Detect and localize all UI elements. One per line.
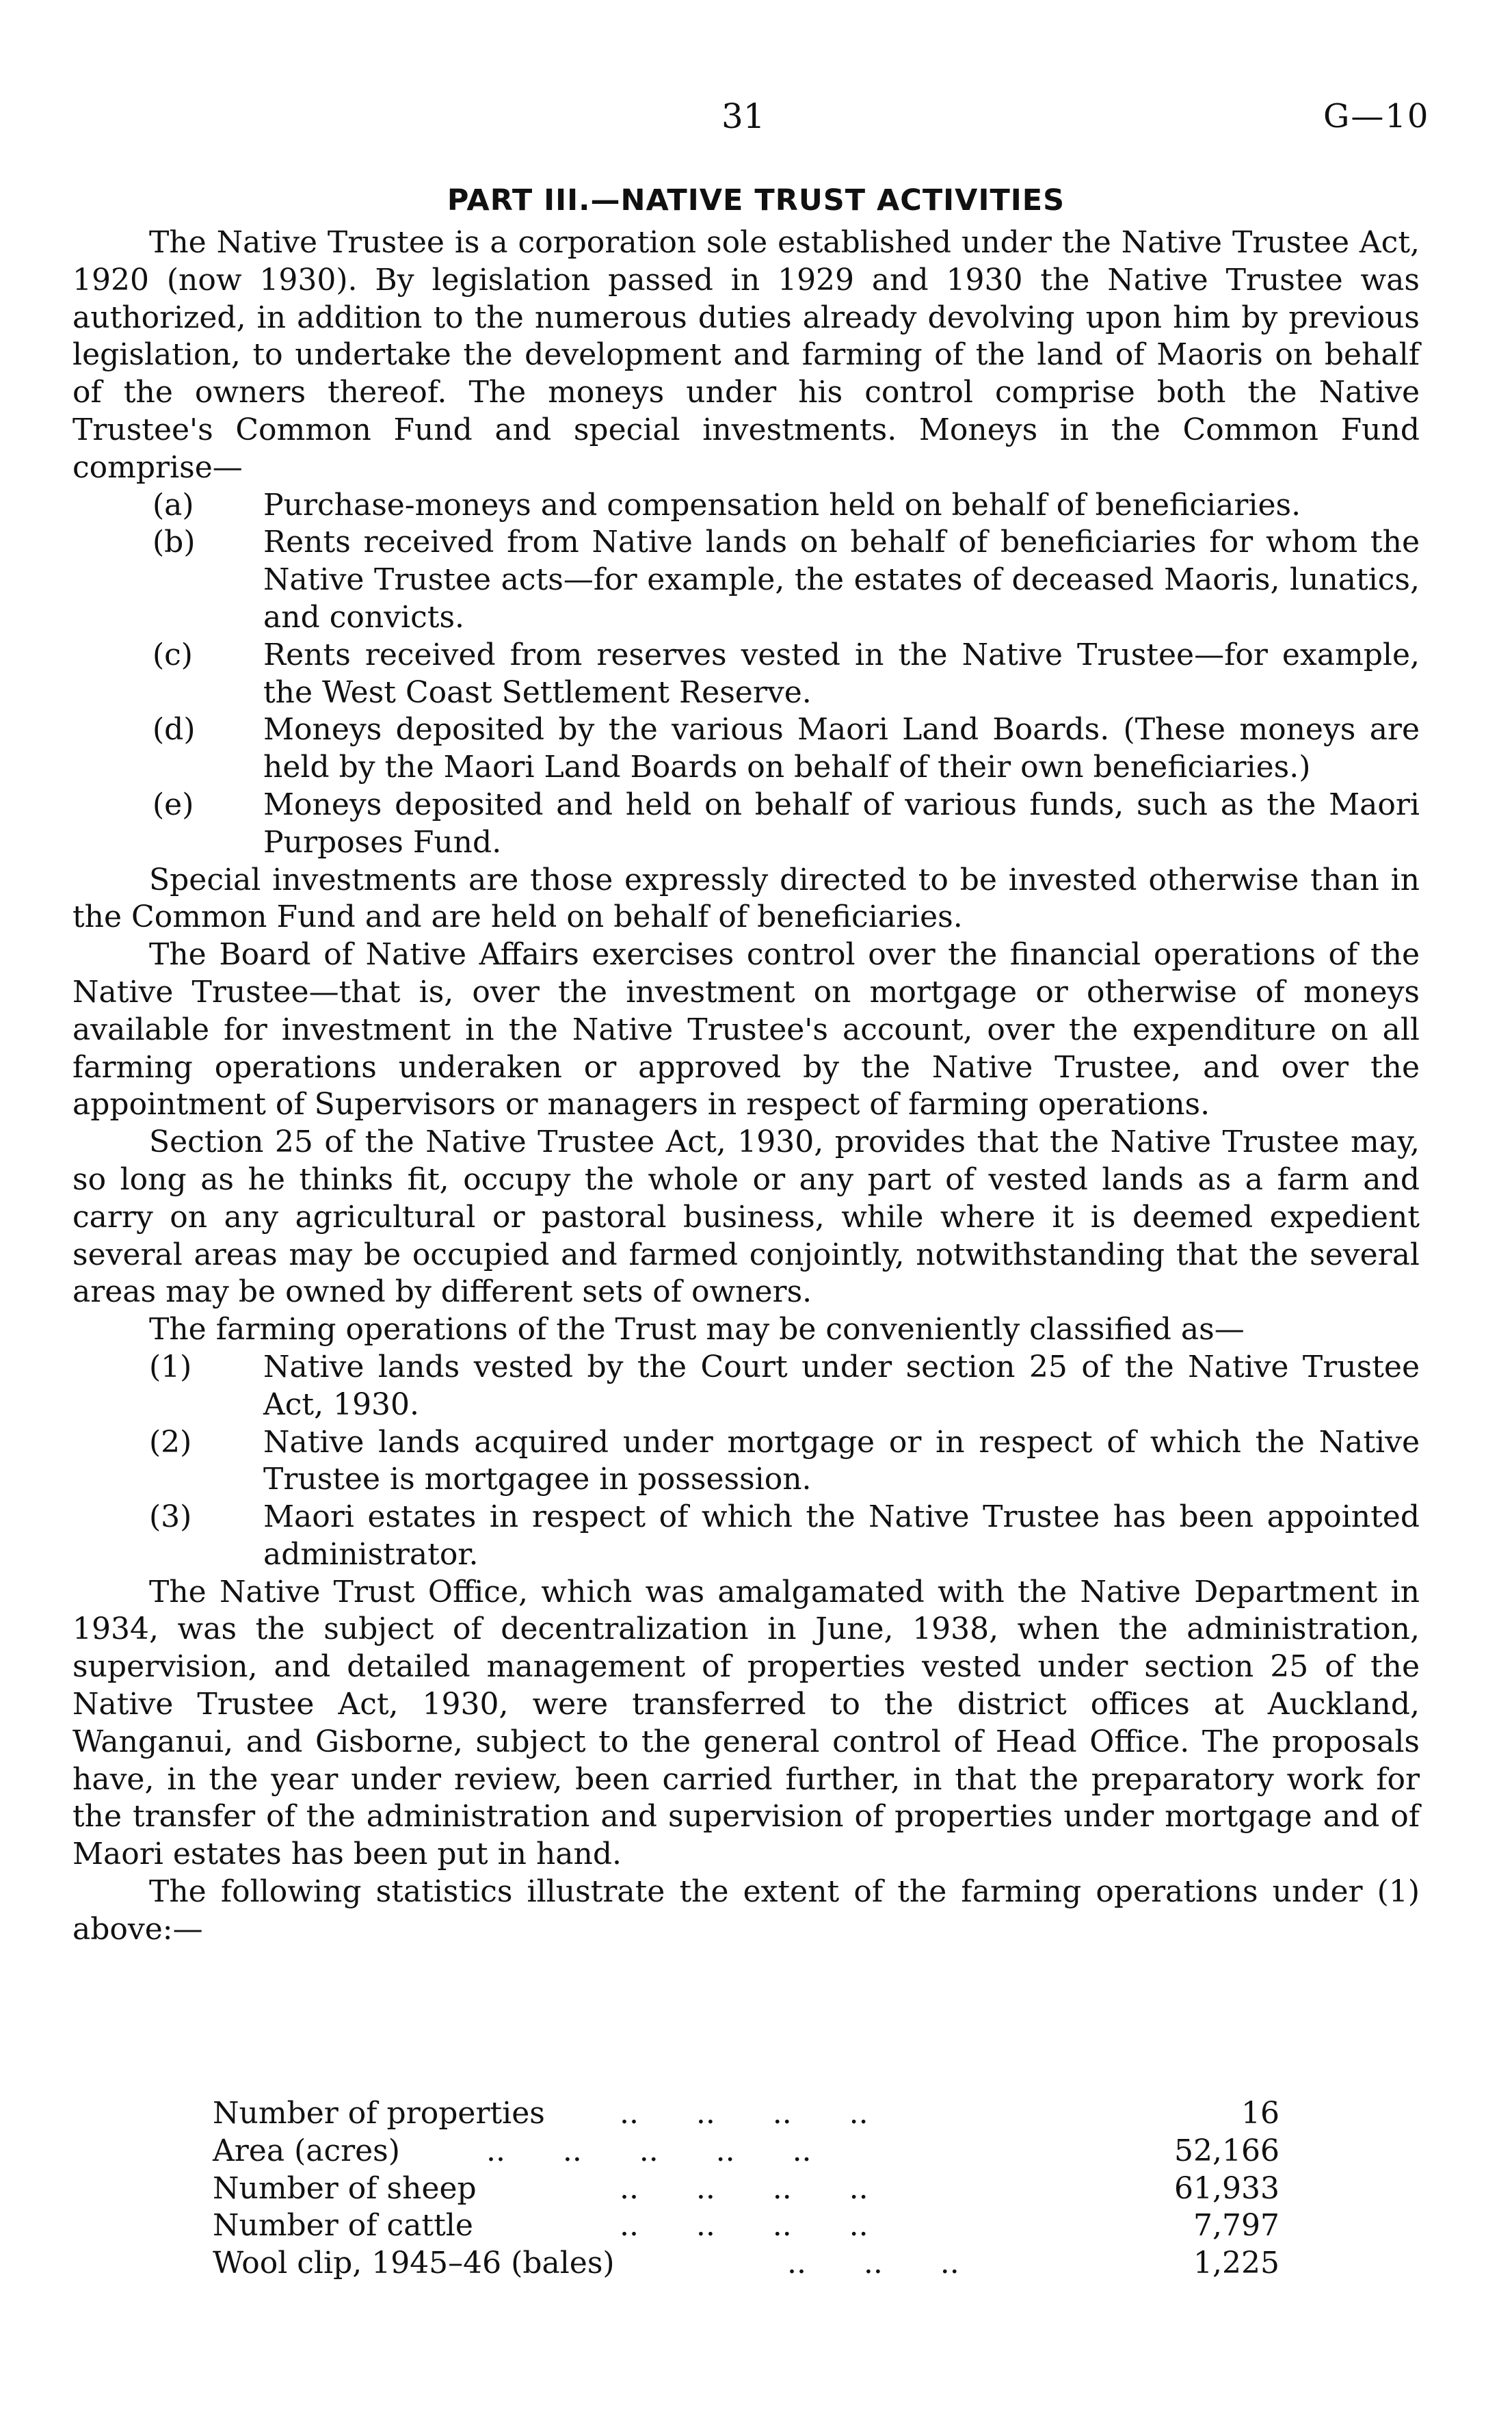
list-item-label: (1) xyxy=(149,1349,192,1384)
list-item-text: Maori estates in respect of which the Native Trustee has been appointed administrator. xyxy=(263,1499,1420,1572)
paragraph-decentralization: The Native Trust Office, which was amalgamated with the Native Department in 1934, was the subject of decentralization in June, 1938, when the administration, supervision, and detailed management of properties vested under section 25 of the Native Trustee Act, 1930, were transferred to the district offices at Auckland, Wanganui, and Gisborne, subject to the general control of Head Office. The proposals have, in the year under review, been carried further, in that the preparatory work for the transfer of the administration and supervision of properties under mortgage and of Maori estates has been put in hand. xyxy=(72,1574,1420,1872)
statistic-value: 7,797 xyxy=(1193,2208,1279,2244)
statistic-value: 1,225 xyxy=(1193,2246,1279,2281)
list-item-text: Native lands acquired under mortgage or in respect of which the Native Trustee is mortgagee in possession. xyxy=(263,1424,1420,1497)
statistics-table xyxy=(213,2095,1279,2283)
list-item xyxy=(72,637,1420,712)
list-item xyxy=(72,711,1420,787)
dot-leader: .. .. .. .. xyxy=(620,2208,868,2244)
statistic-value: 61,933 xyxy=(1174,2170,1279,2206)
list-item-text: Moneys deposited by the various Maori Land Boards. (These moneys are held by the Maori Land Boards on behalf of their own beneficiaries.) xyxy=(263,712,1420,785)
list-item-label: (3) xyxy=(149,1499,192,1535)
list-item-label: (c) xyxy=(152,637,193,672)
list-item xyxy=(72,1349,1420,1424)
list-item xyxy=(72,1499,1420,1574)
statistic-label: Area (acres) xyxy=(213,2133,400,2168)
list-item-label: (a) xyxy=(152,487,194,523)
list-item xyxy=(72,524,1420,636)
paragraph-farming-classification: The farming operations of the Trust may be conveniently classified as— xyxy=(149,1312,1245,1348)
statistic-label: Wool clip, 1945–46 (bales) xyxy=(213,2246,615,2281)
statistics-row xyxy=(213,2170,1279,2208)
dot-leader: .. .. .. .. xyxy=(620,2096,868,2131)
page-number: 31 xyxy=(721,96,765,136)
statistic-label: Number of sheep xyxy=(213,2170,477,2206)
statistic-label: Number of properties xyxy=(213,2096,545,2131)
statistics-row xyxy=(213,2133,1279,2170)
list-item-text: Rents received from Native lands on behalf of beneficiaries for whom the Native Trustee acts—for example, the estates of deceased Maoris, lunatics, and convicts. xyxy=(263,525,1420,635)
statistic-value: 52,166 xyxy=(1174,2133,1279,2168)
list-item-text: Rents received from reserves vested in the Native Trustee—for example, the West Coast Settlement Reserve. xyxy=(263,637,1420,710)
dot-leader: .. .. .. .. xyxy=(620,2170,868,2206)
statistics-row xyxy=(213,2245,1279,2283)
body-text xyxy=(72,224,1420,1949)
list-item xyxy=(72,487,1420,525)
list-item-label: (2) xyxy=(149,1424,192,1460)
paragraph-intro: The Native Trustee is a corporation sole established under the Native Trustee Act, 1920 (now 1930). By legislation passed in 1929 and 1930 the Native Trustee was authorized, in addition to the numerous duties already devolving upon him by previous legislation, to undertake the development and farming of the land of Maoris on behalf of the owners thereof. The moneys under his control comprise both the Native Trustee's Common Fund and special investments. Moneys in the Common Fund comprise— xyxy=(72,225,1420,485)
list-item-text: Moneys deposited and held on behalf of various funds, such as the Maori Purposes Fund. xyxy=(263,787,1420,860)
statistic-label: Number of cattle xyxy=(213,2208,473,2244)
dot-leader: .. .. .. .. .. xyxy=(486,2133,812,2168)
list-item-text: Native lands vested by the Court under section 25 of the Native Trustee Act, 1930. xyxy=(263,1349,1420,1422)
paragraph-board-control: The Board of Native Affairs exercises control over the financial operations of the Native Trustee—that is, over the investment on mortgage or otherwise of moneys available for investment in the Native Trustee's account, over the expenditure on all farming operations underaken or approved by the Native Trustee, and over the appointment of Supervisors or managers in respect of farming operations. xyxy=(72,937,1420,1122)
common-fund-list xyxy=(72,487,1420,862)
list-item-label: (b) xyxy=(152,525,196,560)
farming-operations-list xyxy=(72,1349,1420,1574)
list-item-label: (d) xyxy=(152,712,196,748)
list-item xyxy=(72,787,1420,862)
paragraph-section-25: Section 25 of the Native Trustee Act, 1930, provides that the Native Trustee may, so long as he thinks fit, occupy the whole or any part of vested lands as a farm and carry on any agricultural or pastoral business, while where it is deemed expedient several areas may be occupied and farmed conjointly, notwithstanding that the several areas may be owned by different sets of owners. xyxy=(72,1125,1420,1310)
page-reference: G—10 xyxy=(1323,97,1430,135)
list-item-label: (e) xyxy=(152,787,194,822)
statistics-row xyxy=(213,2095,1279,2133)
part-title: PART III.—NATIVE TRUST ACTIVITIES xyxy=(447,183,1065,218)
statistic-value: 16 xyxy=(1241,2096,1279,2131)
list-item-text: Purchase-moneys and compensation held on behalf of beneficiaries. xyxy=(263,487,1301,523)
paragraph-special-investments: Special investments are those expressly directed to be invested otherwise than in the Common Fund and are held on behalf of beneficiaries. xyxy=(72,862,1420,935)
dot-leader: .. .. .. xyxy=(787,2246,959,2281)
statistics-row xyxy=(213,2207,1279,2245)
paragraph-statistics-intro: The following statistics illustrate the extent of the farming operations under (1) above:— xyxy=(72,1874,1420,1947)
list-item xyxy=(72,1424,1420,1499)
